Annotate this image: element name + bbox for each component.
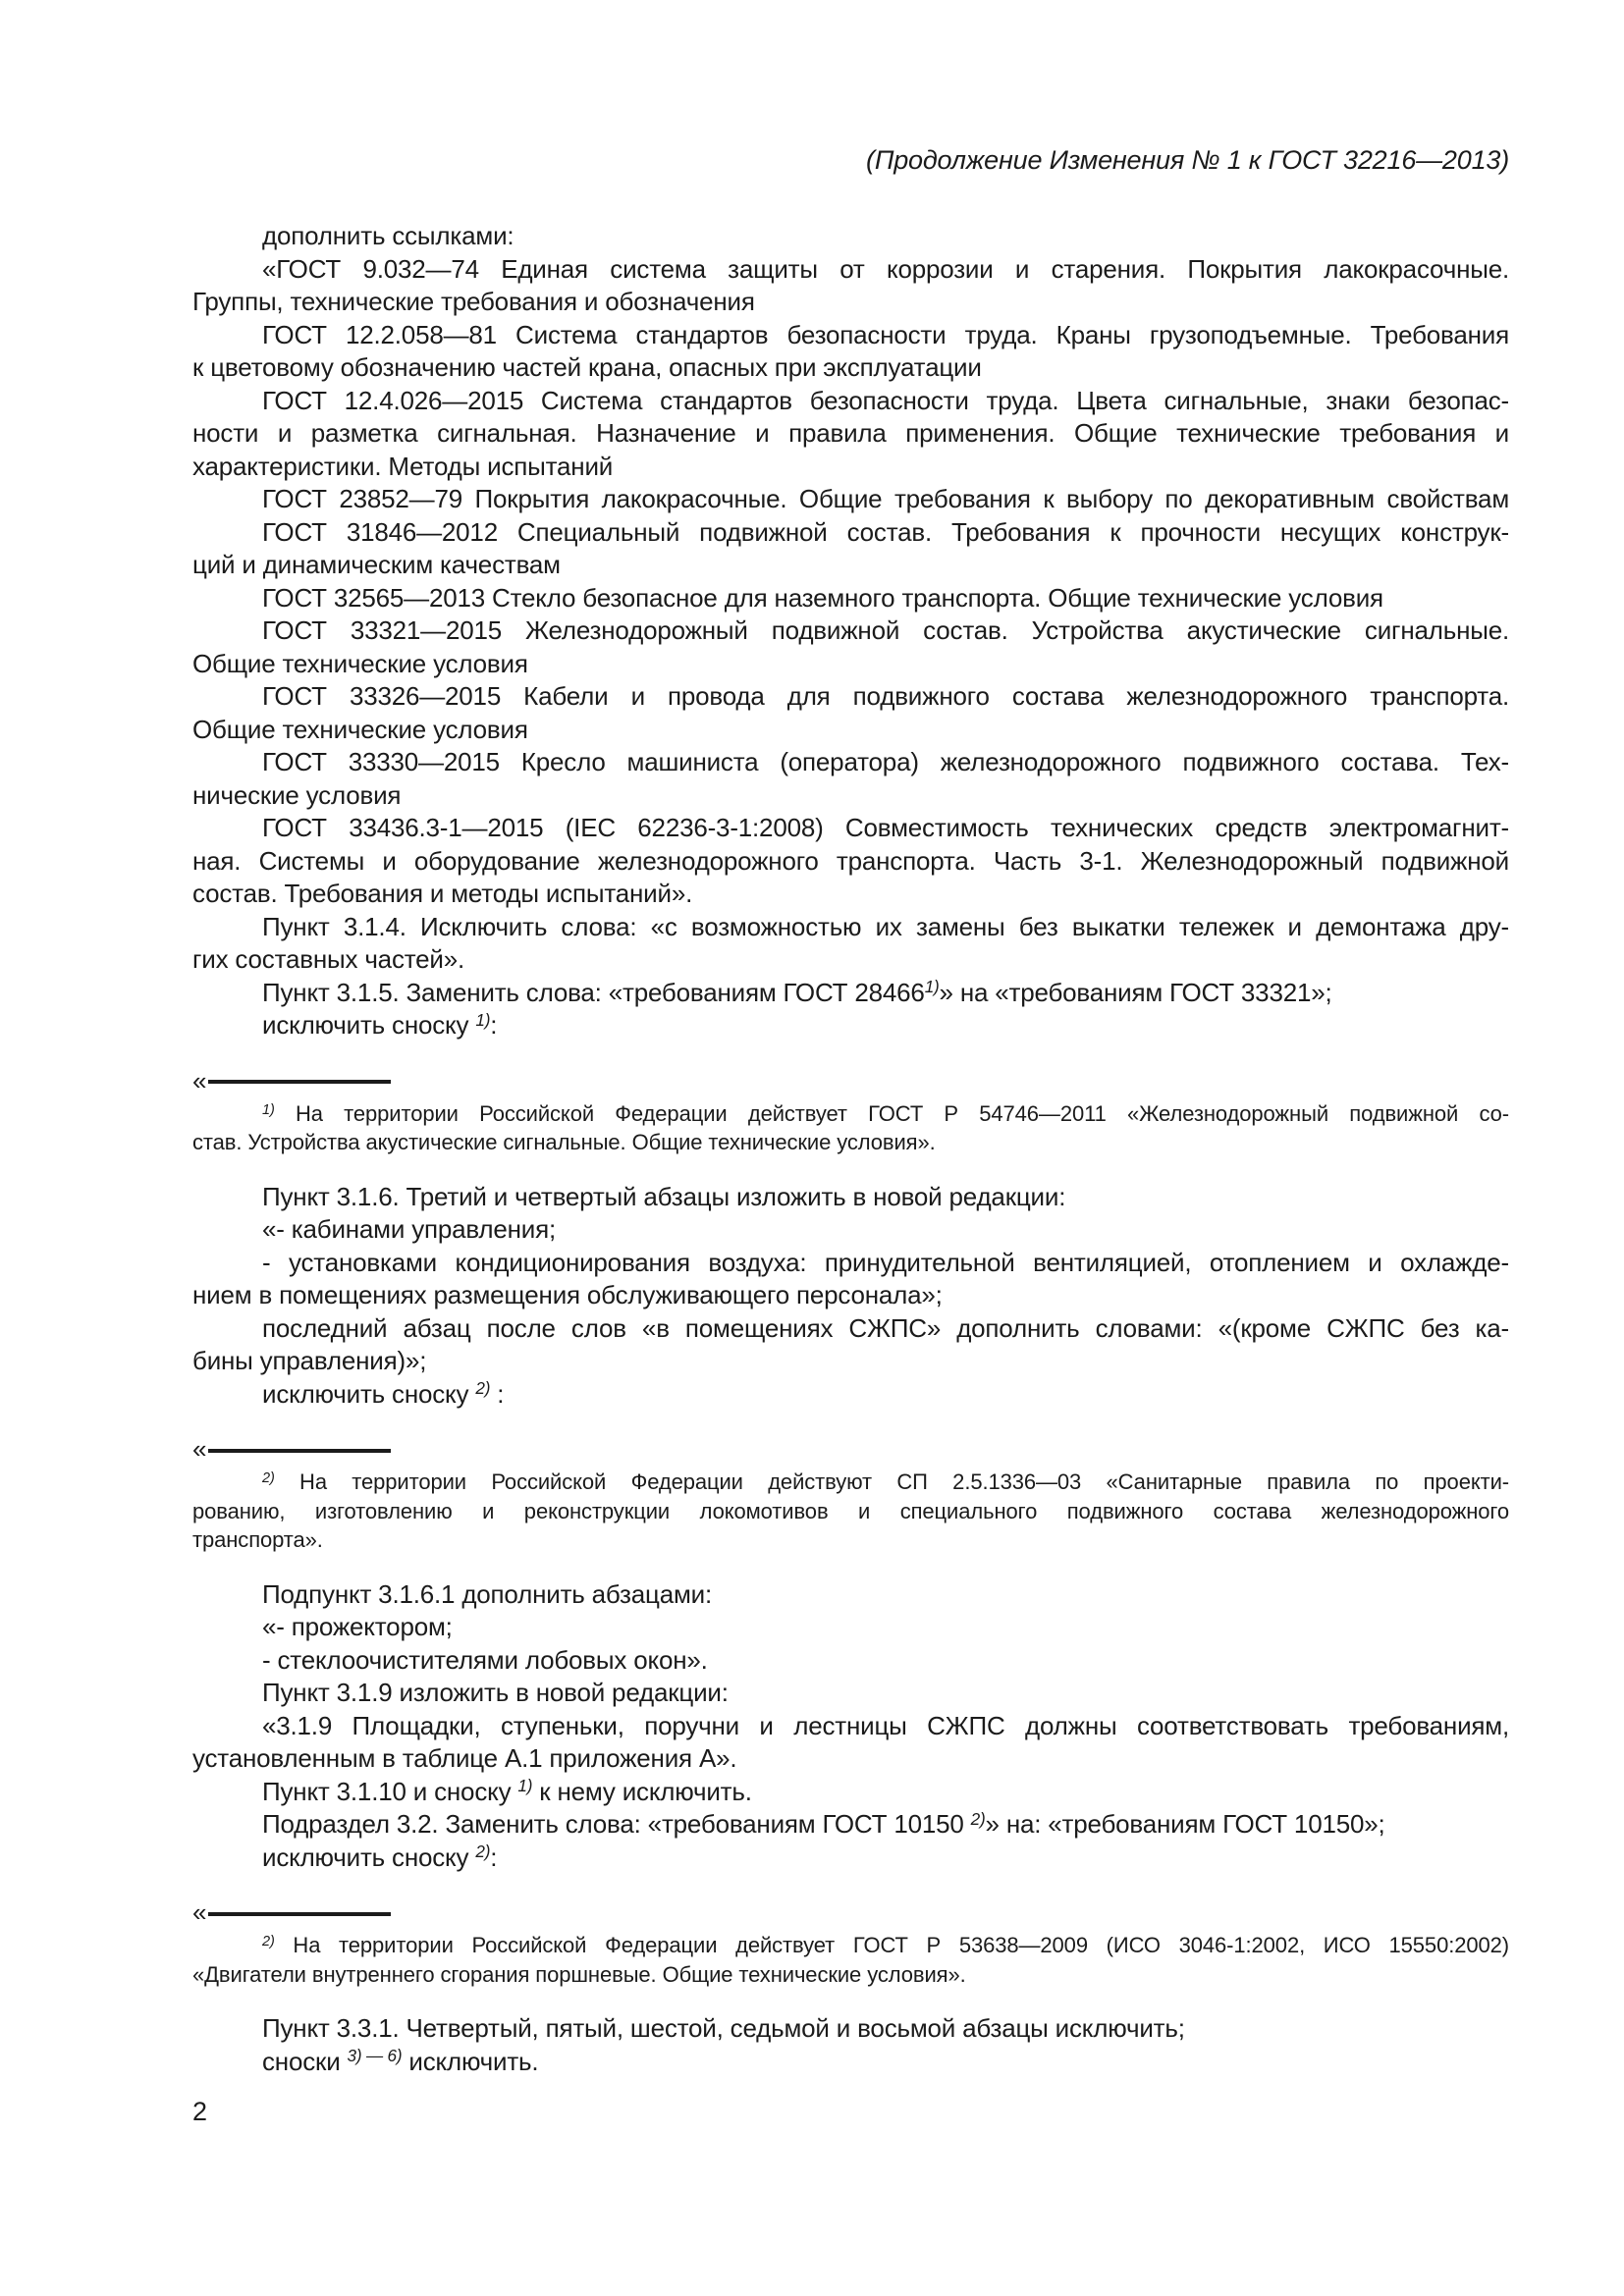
footnote-ref: 2) (262, 1934, 275, 1950)
text-line: $^{2)}$ На территории Российской Федерации действуют СП 2.5.1336—03 «Санитарные правила по проекти- (262, 1469, 1509, 1494)
text-line: сноски $^{3) — 6)}$ исключить. (262, 2046, 539, 2076)
text-line: «- прожектором; (262, 1612, 453, 1641)
text-line: Общие технические условия (192, 648, 528, 678)
text-line: Пункт 3.3.1. Четвертый, пятый, шестой, седьмой и восьмой абзацы исключить; (262, 2013, 1185, 2043)
footnote-ref: 2) (475, 1842, 491, 1862)
text-line: - установками кондиционирования воздуха: принудительной вентиляцией, отоплением и охлажде- (262, 1247, 1509, 1277)
text-line: ГОСТ 33436.3-1—2015 (IEC 62236-3-1:2008) Совместимость технических средств электромагнит- (262, 813, 1509, 842)
open-quote-mark: « (192, 1065, 207, 1095)
text-line: ГОСТ 33330—2015 Кресло машиниста (оператора) железнодорожного подвижного состава. Тех- (262, 747, 1509, 776)
text-line: Пункт 3.1.4. Исключить слова: «с возможностью их замены без выкатки тележек и демонтажа дру- (262, 911, 1509, 941)
footnote-block (192, 1099, 1509, 1157)
text-line: дополнить ссылками: (262, 221, 514, 250)
text-line: последний абзац после слов «в помещениях СЖПС» дополнить словами: «(кроме СЖПС без ка- (262, 1312, 1509, 1343)
text-line: Подраздел 3.2. Заменить слова: «требованиям ГОСТ 10150 $^{2)}$» на: «требованиям ГОСТ 10150»; (262, 1808, 1385, 1839)
text-line: ГОСТ 12.4.026—2015 Система стандартов безопасности труда. Цвета сигнальные, знаки безопас- (262, 385, 1509, 415)
text-line: став. Устройства акустические сигнальные. Общие технические условия». (192, 1130, 936, 1154)
footnote-rule (208, 1449, 391, 1453)
text-line: $^{1)}$ На территории Российской Федерации действует ГОСТ Р 54746—2011 «Железнодорожный подвижной со- (262, 1100, 1509, 1126)
footnote-ref: 3) — 6) (347, 2046, 403, 2066)
text-line: рованию, изготовлению и реконструкции локомотивов и специального подвижного состава железнодорожного (192, 1498, 1509, 1523)
text-line: Пункт 3.1.6. Третий и четвертый абзацы изложить в новой редакции: (262, 1181, 1066, 1211)
footnote-ref: 2) (262, 1470, 275, 1487)
text-line: ГОСТ 12.2.058—81 Система стандартов безопасности труда. Краны грузоподъемные. Требования (262, 319, 1509, 349)
text-line: ГОСТ 33326—2015 Кабели и провода для подвижного состава железнодорожного транспорта. (262, 681, 1509, 711)
body-text-block (192, 220, 1509, 1042)
text-line: к цветовому обозначению частей крана, опасных при эксплуатации (192, 352, 982, 382)
text-line: нием в помещениях размещения обслуживающего персонала»; (192, 1280, 943, 1309)
footnote-ref: 1) (924, 977, 940, 997)
footnote-ref: 1) (262, 1101, 275, 1118)
footnote-ref: 2) (970, 1808, 986, 1829)
footnote-separator (192, 1065, 1509, 1095)
text-line: исключить сноску $^{1)}$: (262, 1009, 498, 1040)
footnote-block (192, 1468, 1509, 1555)
text-line: ная. Системы и оборудование железнодорожного транспорта. Часть 3-1. Железнодорожный подвижной (192, 845, 1509, 876)
footnote-separator (192, 1434, 1509, 1464)
text-line: характеристики. Методы испытаний (192, 451, 614, 481)
body-text-block (192, 1578, 1509, 1875)
footnote-separator (192, 1897, 1509, 1927)
open-quote-mark: « (192, 1897, 207, 1927)
text-line: ГОСТ 32565—2013 Стекло безопасное для наземного транспорта. Общие технические условия (262, 582, 1383, 613)
footnote-ref: 1) (475, 1009, 491, 1030)
open-quote-mark: « (192, 1434, 207, 1464)
body-text-block (192, 2012, 1509, 2078)
footnote-ref: 1) (517, 1776, 533, 1796)
text-line: Подпункт 3.1.6.1 дополнить абзацами: (262, 1578, 712, 1609)
document-content (192, 220, 1509, 2078)
text-line: ГОСТ 33321—2015 Железнодорожный подвижной состав. Устройства акустические сигнальные. (262, 615, 1509, 645)
text-line: исключить сноску $^{2)}$ : (262, 1378, 505, 1409)
footnote-ref: 2) (475, 1378, 491, 1399)
text-line: Пункт 3.1.9 изложить в новой редакции: (262, 1678, 729, 1707)
footnote-block (192, 1931, 1509, 1989)
text-line: Группы, технические требования и обозначения (192, 287, 755, 316)
footnote-rule (208, 1912, 391, 1916)
text-line: Пункт 3.1.10 и сноску $^{1)}$ к нему исключить. (262, 1776, 752, 1806)
text-line: нические условия (192, 779, 402, 810)
footnote-rule (208, 1080, 391, 1084)
text-line: ций и динамическим качествам (192, 550, 561, 579)
text-line: установленным в таблице А.1 приложения А». (192, 1743, 737, 1773)
text-line: транспорта». (192, 1527, 323, 1552)
text-line: Пункт 3.1.5. Заменить слова: «требованиям ГОСТ 28466$^{1)}$» на «требованиям ГОСТ 33321»; (262, 977, 1332, 1007)
text-line: - стеклоочистителями лобовых окон». (262, 1644, 708, 1675)
text-line: «3.1.9 Площадки, ступеньки, поручни и лестницы СЖПС должны соответствовать требованиям, (262, 1710, 1509, 1740)
text-line: «ГОСТ 9.032—74 Единая система защиты от коррозии и старения. Покрытия лакокрасочные. (262, 253, 1509, 284)
text-line: ности и разметка сигнальная. Назначение и правила применения. Общие технические требования и (192, 418, 1509, 448)
text-line: «Двигатели внутреннего сгорания поршневые. Общие технические условия». (192, 1961, 966, 1987)
text-line: $^{2)}$ На территории Российской Федерации действует ГОСТ Р 53638—2009 (ИСО 3046-1:2002, ИСО 15550:2002) (262, 1933, 1509, 1957)
text-line: ГОСТ 23852—79 Покрытия лакокрасочные. Общие требования к выбору по декоративным свойствам (262, 484, 1509, 513)
page-number: 2 (192, 2097, 208, 2126)
text-line: состав. Требования и методы испытаний». (192, 879, 693, 908)
body-text-block (192, 1181, 1509, 1412)
text-line: ГОСТ 31846—2012 Специальный подвижной состав. Требования к прочности несущих конструк- (262, 516, 1509, 547)
text-line: гих составных частей». (192, 944, 465, 974)
text-line: «- кабинами управления; (262, 1214, 557, 1244)
text-line: Общие технические условия (192, 714, 528, 744)
text-line: бины управления)»; (192, 1346, 427, 1375)
page-header: (Продолжение Изменения № 1 к ГОСТ 32216—2013) (866, 145, 1509, 175)
text-line: исключить сноску $^{2)}$: (262, 1842, 498, 1872)
